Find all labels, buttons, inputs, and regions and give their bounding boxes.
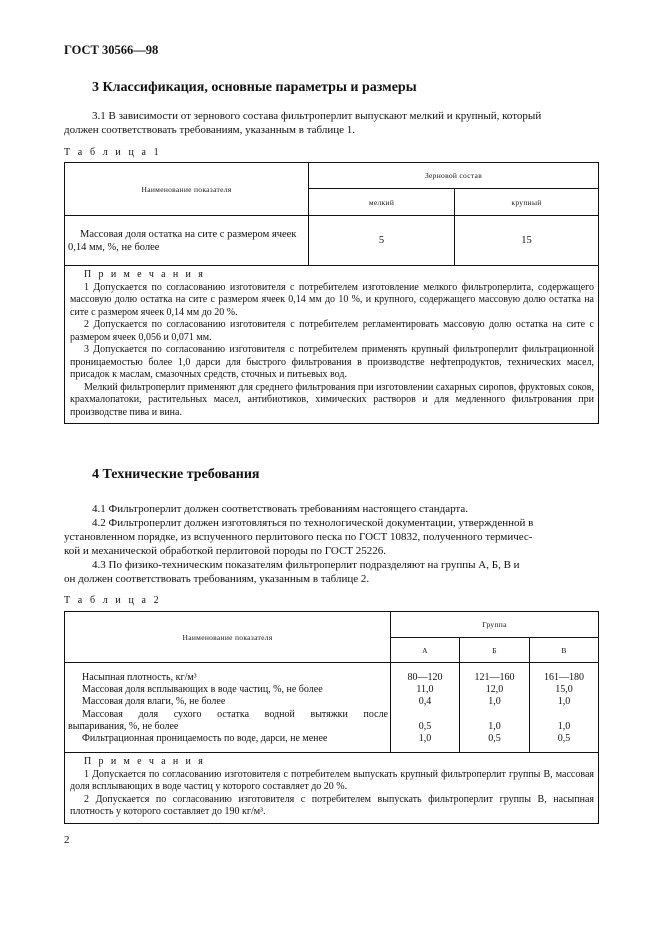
table2-col-a-values: [391, 663, 460, 753]
paragraph-4-2-line1: 4.2 Фильтроперлит должен изготовляться по технологической документации, утвержденной в: [92, 517, 534, 529]
table2-cell: 1,0: [418, 732, 432, 744]
paragraph-4-2-line2: установленном порядке, из вспученного перлитового песка по ГОСТ 10832, полученного термичес-: [64, 531, 533, 543]
table2-row-name: Фильтрационная проницаемость по воде, дарси, не менее: [82, 732, 328, 744]
table2-header-group: Группа: [391, 612, 599, 638]
table1-row-name-line1: Массовая доля остатка на сите с размером ячеек: [80, 228, 297, 240]
table2-cell: 1,0: [557, 720, 571, 732]
table2-row-name: Массовая доля всплывающих в воде частиц, %, не более: [82, 684, 323, 696]
table1-note-2: 2 Допускается по согласованию изготовителя с потребителем регламентировать массовую долю остатка на сите с размером ячеек 0,056 и 0,071 мм.: [70, 319, 594, 343]
section-3-title: 3 Классификация, основные параметры и размеры: [92, 80, 417, 95]
table1-value-coarse: 15: [455, 216, 599, 266]
table2-header-name: Наименование показателя: [65, 612, 391, 663]
paragraph-4-3-line1: 4.3 По физико-техническим показателям фильтроперлит подразделяют на группы А, Б, В и: [92, 559, 520, 571]
table2-cell: [391, 709, 459, 721]
table1-note-4: Мелкий фильтроперлит применяют для среднего фильтрования при изготовлении сахарных сиропов, фруктовых соков, крахмалопатоки, растительных масел, антибиотиков, химических растворов и для медленного фильтрования при производстве пива и вина.: [70, 381, 594, 418]
table2-notes-title: П р и м е ч а н и я: [84, 756, 206, 767]
table2-cell: 11,0: [416, 684, 434, 696]
table1-caption: Т а б л и ц а 1: [64, 147, 162, 158]
table2-cell: 15,0: [555, 684, 573, 696]
table2-cell: 0,5: [557, 732, 571, 744]
page-number: 2: [64, 834, 70, 846]
table1-header-coarse: крупный: [455, 189, 599, 216]
paragraph-3-1-line2: должен соответствовать требованиям, указанным в таблице 1.: [64, 124, 355, 136]
section-4-title: 4 Технические требования: [92, 467, 260, 482]
table1-value-fine: 5: [309, 216, 455, 266]
table1-note-1: 1 Допускается по согласованию изготовителя с потребителем изготовление мелкого фильтроперлита, содержащего массовую долю остатка на сите с размером ячеек 0,14 мм до 10 %, и крупного, содержащего массовую долю остатка на сите с размером ячеек 0,14 мм до 20 %.: [70, 281, 594, 318]
table2-col-b-values: [460, 663, 530, 753]
table2-cell: 0,5: [418, 720, 432, 732]
table2-cell: [530, 709, 598, 721]
table2-note-2: 2 Допускается по согласованию изготовителя с потребителем выпускать фильтроперлит группы В, насыпная плотность у которого составляет до 190 кг/м³.: [70, 793, 594, 817]
table2-cell: 0,4: [418, 696, 432, 708]
table1-note-3: 3 Допускается по согласованию изготовителя с потребителем применять крупный фильтроперлит фильтрационной проницаемостью более 1,0 дарси для быстрого фильтрования в производстве нефтепродуктов, технических масел, присадок к маслам, смазочных средств, сточных и питьевых вод.: [70, 344, 594, 380]
table2-cell: 1,0: [557, 696, 571, 708]
table2-row-name: Насыпная плотность, кг/м³: [82, 672, 197, 683]
table2-cell: 161—180: [544, 672, 584, 683]
table2-note-1: 1 Допускается по согласованию изготовителя с потребителем выпускать крупный фильтроперлит группы В, массовая доля всплывающих в воде частиц у которого составляет до 20 %.: [70, 768, 594, 792]
table1-row-name-line2: 0,14 мм, %, не более: [68, 241, 160, 253]
table2-header-a: А: [391, 638, 460, 663]
table2-row-name: Массовая доля сухого остатка водной вытяжки после: [82, 708, 388, 720]
table2-cell: 12,0: [485, 684, 504, 696]
table1-header-name: Наименование показателя: [65, 163, 309, 216]
table2-notes: [65, 753, 599, 824]
table-2: [64, 611, 599, 824]
paragraph-4-3-line2: он должен соответствовать требованиям, указанным в таблице 2.: [64, 573, 370, 585]
table2-cell: 0,5: [488, 732, 501, 744]
table2-row-name: Массовая доля влаги, %, не более: [82, 696, 226, 708]
table2-row-name: выпаривания, %, не более: [68, 720, 179, 732]
table2-row-names: [65, 663, 391, 753]
table2-header-c: В: [530, 638, 599, 663]
table2-caption: Т а б л и ц а 2: [64, 595, 162, 606]
table1-header-group: Зерновой состав: [309, 163, 599, 189]
table1-header-fine: мелкий: [309, 189, 455, 216]
table-1: [64, 162, 599, 424]
document-header: ГОСТ 30566—98: [64, 43, 159, 57]
table1-row-name: [65, 216, 309, 266]
paragraph-4-2-line3: кой и механической обработкой перлитовой породы по ГОСТ 25226.: [64, 545, 387, 557]
table2-cell: [460, 709, 529, 721]
table1-notes-title: П р и м е ч а н и я: [84, 269, 206, 280]
table2-header-b: Б: [460, 638, 530, 663]
table2-cell: 1,0: [488, 720, 501, 732]
table2-cell: 1,0: [488, 696, 501, 708]
paragraph-4-1: 4.1 Фильтроперлит должен соответствовать требованиям настоящего стандарта.: [92, 503, 469, 515]
table2-col-c-values: [530, 663, 599, 753]
table2-cell: 80—120: [407, 672, 443, 683]
paragraph-3-1-line1: 3.1 В зависимости от зернового состава фильтроперлит выпускают мелкий и крупный, который: [92, 110, 542, 122]
table1-notes: [65, 266, 599, 424]
table2-cell: 121—160: [474, 672, 515, 683]
